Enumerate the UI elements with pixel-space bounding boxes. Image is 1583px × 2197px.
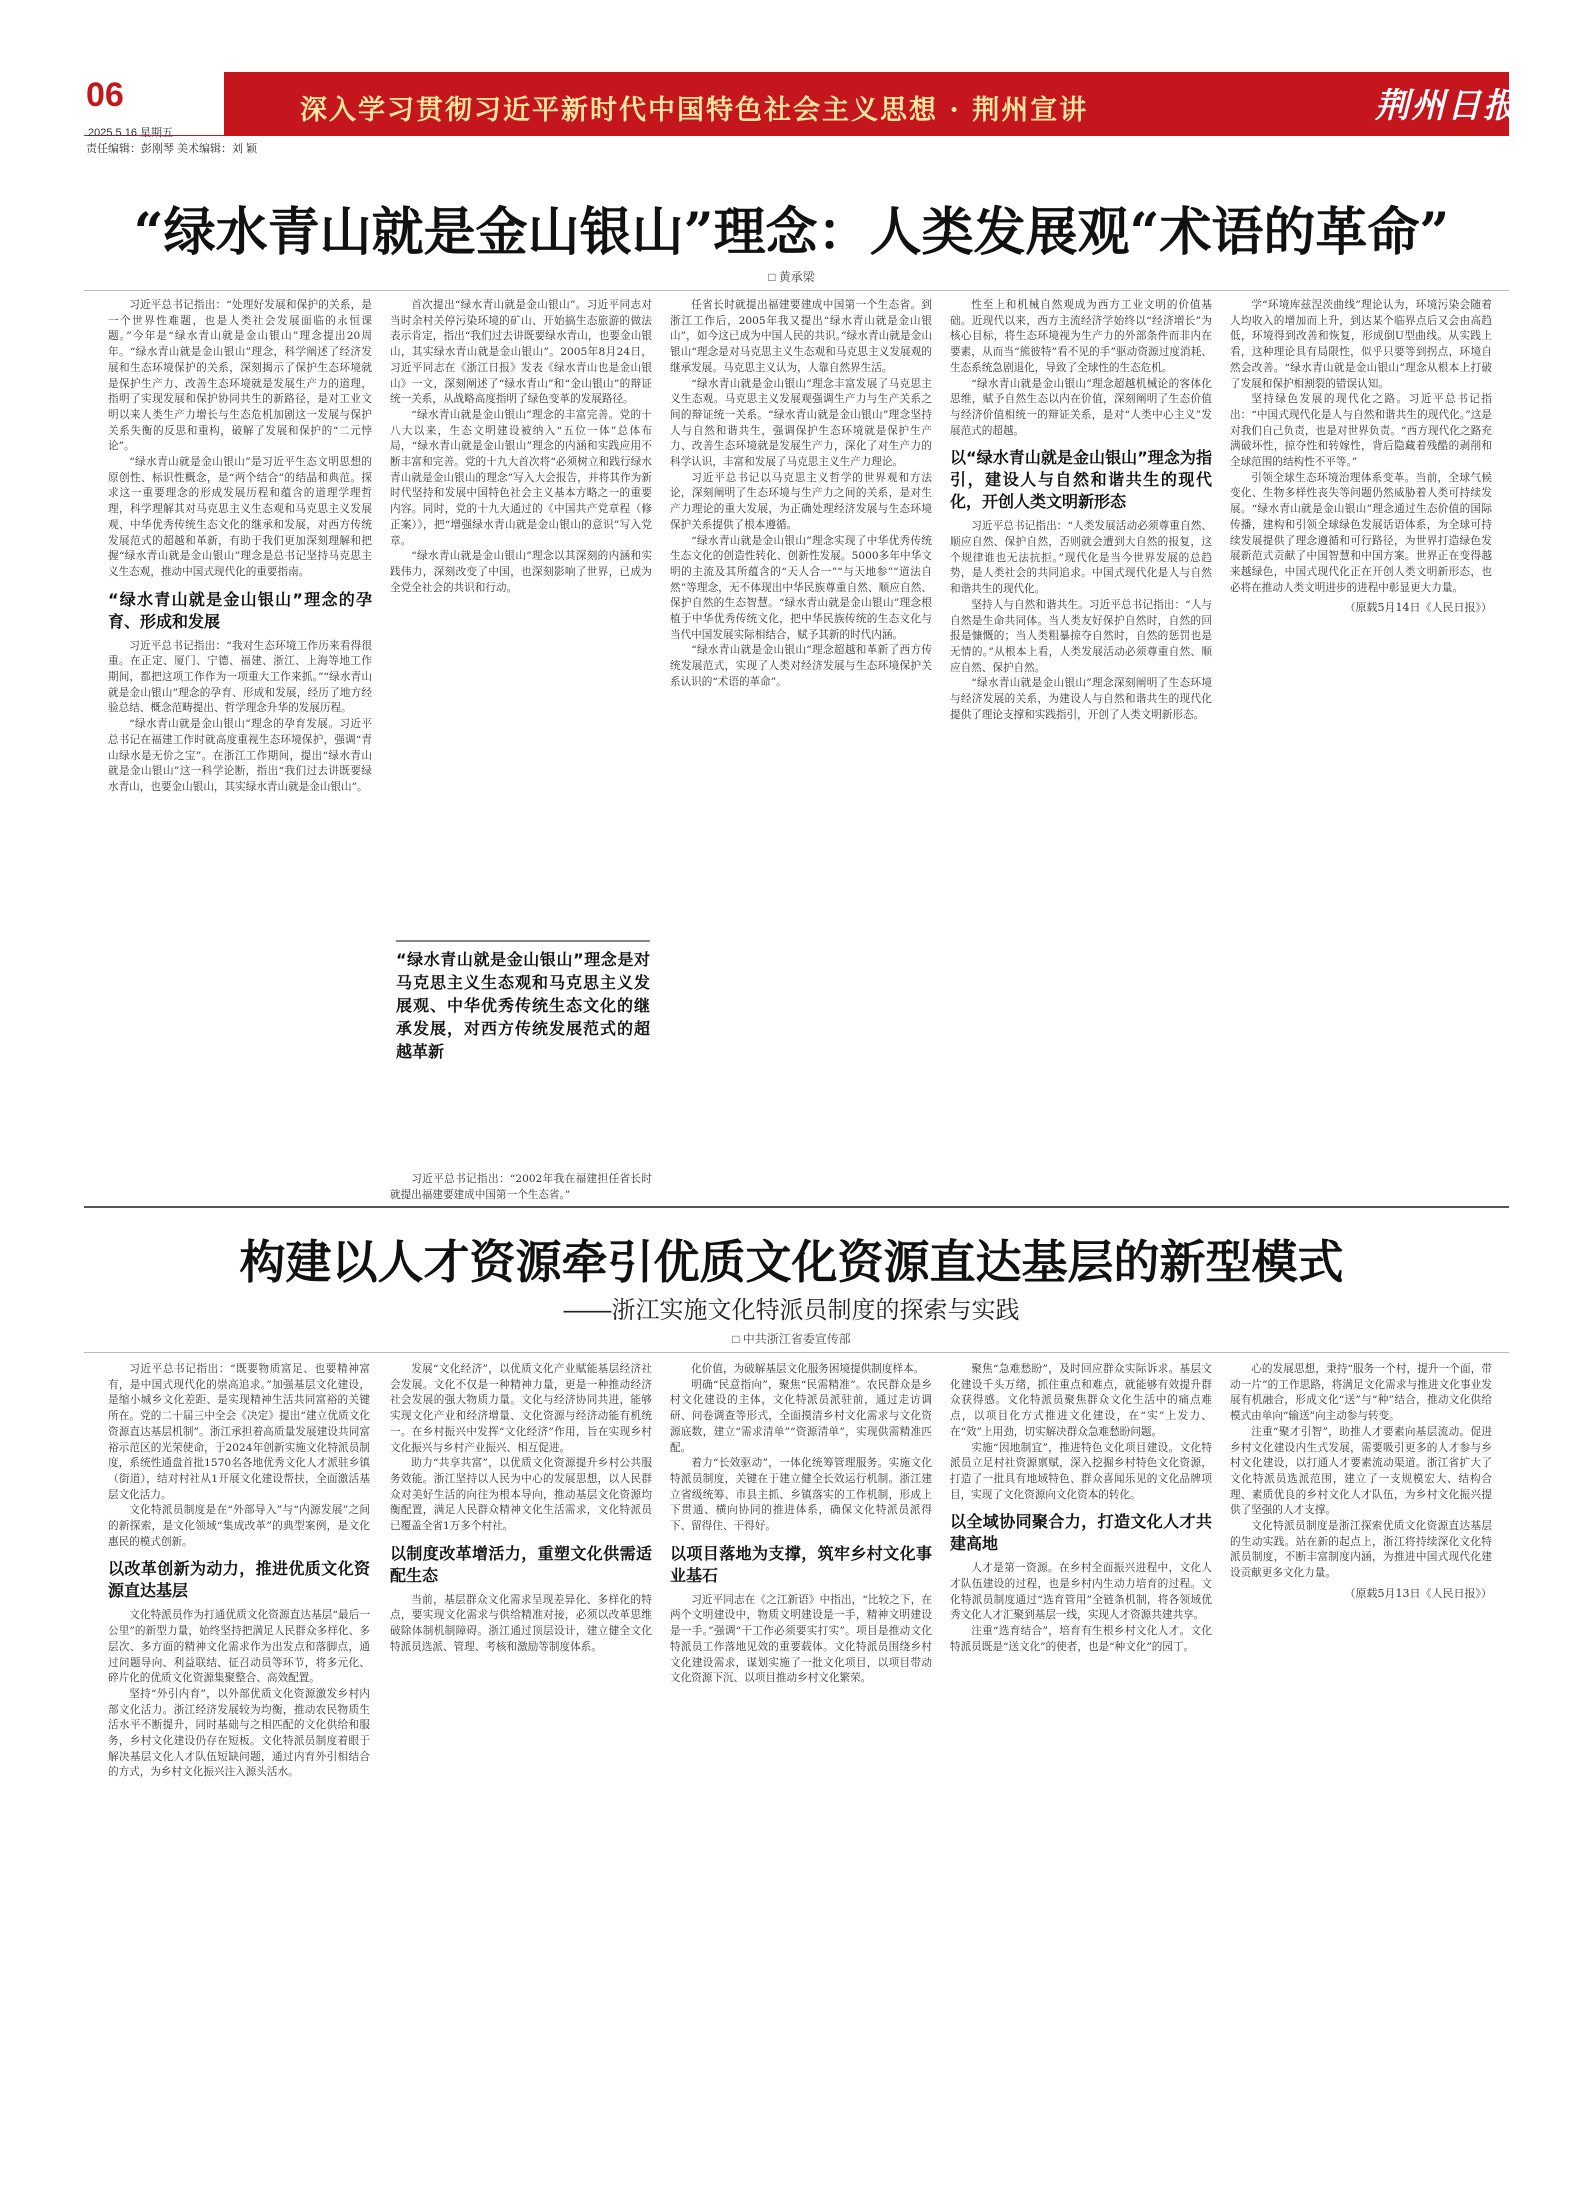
paragraph: 学“环境库兹涅茨曲线”理论认为，环境污染会随着人均收入的增加而上升，到达某个临界点后又会由高趋低，环境得到改善和恢复，形成倒U型曲线。从实践上看，这种理论具有局限性，似乎只要等到拐点，环境自然会改善。“绿水青山就是金山银山”理念从根本上打破了发展和保护相割裂的错误认知。 <box>1230 299 1492 390</box>
source-note: （原载5月13日《人民日报》） <box>1344 1586 1492 1600</box>
paragraph: 发展“文化经济”，以优质文化产业赋能基层经济社会发展。文化不仅是一种精神力量，更是一种推动经济社会发展的强大物质力量。文化与经济协同共进，能够实现文化产业和经济增量、文化资源与经济动能有机统一。在乡村振兴中发挥“文化经济”作用，旨在实现乡村文化振兴与乡村产业振兴、相互促进。 <box>390 1363 652 1454</box>
paragraph: 坚持“外引内育”，以外部优质文化资源激发乡村内部文化活力。浙江经济发展较为均衡，推动农民物质生活水平不断提升，同时基础与之相匹配的文化供给和服务，乡村文化建设仍存在短板。文化特派员制度着眼于解决基层文化人才队伍短缺问题，通过内育外引相结合的方式，为乡村文化振兴注入源头活水。 <box>108 1687 370 1779</box>
article1-byline: □ 黄承梁 <box>768 270 815 284</box>
paragraph: 习近平同志在《之江新语》中指出，“比较之下，在两个文明建设中，物质文明建设是一手，精神文明建设是一手。”强调“干工作必须要实打实”。项目是推动文化特派员工作落地见效的重要载体。文化特派员围绕乡村文化建设需求，谋划实施了一批文化项目，以项目带动文化资源下沉、以项目推动乡村文化繁荣。 <box>670 1593 932 1685</box>
paragraph: 文化特派员作为打通优质文化资源直达基层“最后一公里”的新型力量，始终坚持把满足人民群众多样化、多层次、多方面的精神文化需求作为出发点和落脚点，通过问题导向、利益联结、征召动员等环节，将多元化、碎片化的优质文化资源集聚整合、高效配置。 <box>108 1609 370 1685</box>
paragraph: “绿水青山就是金山银山”理念丰富发展了马克思主义生态观。马克思主义发展观强调生产力与生产关系之间的辩证统一关系。“绿水青山就是金山银山”理念坚持人与自然和谐共生，强调保护生态环境就是保护生产力、改善生态环境就是发展生产力，深化了对生产力的科学认识，丰富和发展了马克思主义生产力理论。 <box>670 377 932 469</box>
paragraph: 习近平总书记指出：“2002年我在福建担任省长时就提出福建要建成中国第一个生态省。” <box>390 1173 652 1201</box>
source-note: （原载5月14日《人民日报》） <box>1344 601 1492 615</box>
article2-column-5 <box>1230 1362 1492 2162</box>
article2-column-2 <box>390 1362 652 2162</box>
paragraph: 习近平总书记指出：“既要物质富足、也要精神富有，是中国式现代化的崇高追求。”加强基层文化建设，是缩小城乡文化差距、是实现精神生活共同富裕的关键所在。党的二十届三中全会《决定》提出“建立优质文化资源直达基层机制”。浙江承担着高质量发展建设共同富裕示范区的光荣使命，于2024年创新实施文化特派员制度，系统性通盘首批1570名各地优秀文化人才派驻乡镇（街道），结对村社从1开展文化建设帮扶，全面激活基层文化活力。 <box>108 1363 370 1501</box>
paragraph: 当前，基层群众文化需求呈现差异化、多样化的特点，要实现文化需求与供给精准对接，必须以改革思维破除体制机制障碍。浙江通过顶层设计，建立健全文化特派员选派、管理、考核和激励等制度体系。 <box>390 1593 652 1653</box>
paragraph: “绿水青山就是金山银山”理念以其深刻的内涵和实践伟力，深刻改变了中国，也深刻影响了世界，已成为全党全社会的共识和行动。 <box>390 550 652 594</box>
paragraph: 任省长时就提出福建要建成中国第一个生态省。到浙江工作后，2005年我又提出“绿水青山就是金山银山”，如今这已成为中国人民的共识。”绿水青山就是金山银山“理念是对马克思主义生态观和马克思主义发展观的继承发展。马克思主义认为，人靠自然界生活。 <box>670 299 932 374</box>
paragraph: “绿水青山就是金山银山”理念深刻阐明了生态环境与经济发展的关系，为建设人与自然和谐共生的现代化提供了理论支撑和实践指引，开创了人类文明新形态。 <box>950 677 1212 721</box>
paragraph: 文化特派员制度是浙江探索优质文化资源直达基层的生动实践。站在新的起点上，浙江将持续深化文化特派员制度，不断丰富制度内涵，为推进中国式现代化建设贡献更多文化力量。 <box>1230 1520 1492 1580</box>
pull-quote-text: “绿水青山就是金山银山”理念是对马克思主义生态观和马克思主义发展观、中华优秀传统生态文化的继承发展，对西方传统发展范式的超越革新 <box>396 950 650 1061</box>
article2-byline: □ 中共浙江省委宣传部 <box>732 1332 851 1346</box>
article2-rule <box>84 1352 1509 1353</box>
paragraph: 坚持绿色发展的现代化之路。习近平总书记指出：“中国式现代化是人与自然和谐共生的现代化。”这是对我们自己负责，也是对世界负责。“西方现代化之路充满破坏性，掠夺性和转嫁性，背后隐藏着残酷的剥削和全球范围的结构性不平等。” <box>1230 393 1492 469</box>
article1-column-2-tail <box>390 1172 652 1201</box>
article2-column-4 <box>950 1362 1212 2162</box>
article1-headline: “绿水青山就是金山银山”理念：人类发展观“术语的革命” <box>133 202 1450 263</box>
pull-quote <box>396 940 650 1063</box>
paragraph: 习近平总书记指出：“处理好发展和保护的关系，是一个世界性难题，也是人类社会发展面临的永恒课题。”今年是“绿水青山就是金山银山”理念提出20周年。“绿水青山就是金山银山”理念，科学阐述了经济发展和生态环境保护的关系，深刻揭示了保护生态环境就是保护生产力、改善生态环境就是发展生产力的道理，指明了实现发展和保护协同共生的新路径，是对工业文明以来人类生产力增长与生态危机加剧这一发展与保护关系失衡的反思和重构，破解了发展和保护的“二元悖论”。 <box>108 299 372 453</box>
paragraph: 心的发展思想，秉持“服务一个村，提升一个面，带动一片”的工作思路，将满足文化需求与推进文化事业发展有机融合，形成文化“送”与“种”结合，推动文化供给模式由单向“输送”向主动参与转变。 <box>1230 1363 1492 1423</box>
article2-column-1 <box>108 1362 370 2162</box>
article2-column-3 <box>670 1362 932 2162</box>
paragraph: 助力“共享共富”，以优质文化资源提升乡村公共服务效能。浙江坚持以人民为中心的发展思想，以人民群众对美好生活的向往为根本导向，推动基层文化资源均衡配置，满足人民群众精神文化生活需求，文化特派员已覆盖全省1万多个村社。 <box>390 1457 652 1533</box>
paragraph: 人才是第一资源。在乡村全面振兴进程中，文化人才队伍建设的过程，也是乡村内生动力培育的过程。文化特派员制度通过“选育管用”全链条机制，将各领域优秀文化人才汇聚到基层一线，实现人才资源共建共享。 <box>950 1562 1212 1622</box>
article1-column-1 <box>108 298 372 1193</box>
issue-date: 2025.5.16 星期五 <box>88 127 173 139</box>
paragraph: 首次提出“绿水青山就是金山银山”。习近平同志对当时余村关停污染环境的矿山、开始搞生态旅游的做法表示肯定，指出“我们过去讲既要绿水青山，也要金山银山，其实绿水青山就是金山银山”。2005年8月24日，习近平同志在《浙江日报》发表《绿水青山也是金山银山》一文，深刻阐述了“绿水青山”和“金山银山”的辩证统一关系，从战略高度指明了绿色变革的发展路径。 <box>390 299 652 406</box>
newspaper-logo: 荆州日报 <box>1375 86 1519 126</box>
section-title: 深入学习贯彻习近平新时代中国特色社会主义思想 · 荆州宣讲 <box>300 95 1089 126</box>
paragraph: “绿水青山就是金山银山”理念实现了中华优秀传统生态文化的创造性转化、创新性发展。5000多年中华文明的主流及其所蕴含的“天人合一”“与天地参”“道法自然”等理念，无不体现出中华民族尊重自然、顺应自然、保护自然的生态智慧。“绿水青山就是金山银山”理念根植于中华优秀传统文化，把中华民族传统的生态文化与当代中国发展实际相结合，赋予其新的时代内涵。 <box>670 534 932 641</box>
paragraph: 坚持人与自然和谐共生。习近平总书记指出：“人与自然是生命共同体。当人类友好保护自然时，自然的回报是慷慨的；当人类粗暴掠夺自然时，自然的惩罚也是无情的。”从根本上看，人类发展活动必须尊重自然、顺应自然、保护自然。 <box>950 598 1212 674</box>
article1-column-3 <box>670 298 932 1193</box>
paragraph: “绿水青山就是金山银山”理念超越和革新了西方传统发展范式，实现了人类对经济发展与生态环境保护关系认识的“术语的革命”。 <box>670 644 932 688</box>
paragraph: 着力“长效驱动”，一体化统筹管理服务。实施文化特派员制度，关键在于建立健全长效运行机制。浙江建立省级统筹、市县主抓、乡镇落实的工作机制，形成上下贯通、横向协同的推进体系，确保文化特派员派得下、留得住、干得好。 <box>670 1457 932 1533</box>
article1-column-5 <box>1230 298 1492 1193</box>
paragraph: “绿水青山就是金山银山”是习近平生态文明思想的原创性、标识性概念，是“两个结合”的结晶和典范。探求这一重要理念的形成发展历程和蕴含的道理学理哲理，科学理解其对马克思主义生态观和马克思主义发展观、中华优秀传统生态文化的继承和发展，对西方传统发展范式的超越和革新，有助于我们更加深刻理解和把握“绿水青山就是金山银山”理念是总书记坚持马克思主义生态观，推动中国式现代化的重要指南。 <box>108 456 372 578</box>
section-heading: 以“绿水青山就是金山银山”理念为指引，建设人与自然和谐共生的现代化，开创人类文明新形态 <box>950 448 1212 512</box>
page-number: 06 <box>86 76 124 114</box>
paragraph: 文化特派员制度是在“外部导入”与“内源发展”之间的新探索，是文化领域“集成改革”的典型案例，是文化惠民的模式创新。 <box>108 1504 370 1548</box>
paragraph: 习近平总书记以马克思主义哲学的世界观和方法论，深刻阐明了生态环境与生产力之间的关系，是对生产力理论的重大发展，为正确处理经济发展与生态环境保护关系提供了根本遵循。 <box>670 471 932 531</box>
editor-credits: 责任编辑：彭刚琴 美术编辑：刘 颖 <box>86 143 258 155</box>
article1-column-2 <box>390 298 652 918</box>
article1-column-4 <box>950 298 1212 1193</box>
paragraph: 实施“因地制宜”，推进特色文化项目建设。文化特派员立足村社资源禀赋，深入挖掘乡村特色文化资源，打造了一批具有地域特色、群众喜闻乐见的文化品牌项目，实现了文化资源向文化资本的转化。 <box>950 1441 1212 1501</box>
paragraph: “绿水青山就是金山银山”理念超越机械论的客体化思维，赋予自然生态以内在价值，深刻阐明了生态价值与经济价值相统一的辩证关系，是对“人类中心主义”发展范式的超越。 <box>950 377 1212 437</box>
paragraph: 注重“聚才引智”，助推人才要素向基层流动。促进乡村文化建设内生式发展，需要吸引更多的人才参与乡村文化建设，以打通人才要素流动渠道。浙江省扩大了文化特派员选派范围，建立了一支规模宏大、结构合理、素质优良的乡村文化人才队伍，为乡村文化振兴提供了坚强的人才支撑。 <box>1230 1425 1492 1517</box>
section-heading: 以改革创新为动力，推进优质文化资源直达基层 <box>108 1559 370 1601</box>
section-heading: 以项目落地为支撑，筑牢乡村文化事业基石 <box>670 1543 932 1585</box>
article2-subhead: ——浙江实施文化特派员制度的探索与实践 <box>563 1297 1020 1324</box>
article2-headline: 构建以人才资源牵引优质文化资源直达基层的新型模式 <box>239 1235 1344 1289</box>
paragraph: 聚焦“急难愁盼”，及时回应群众实际诉求。基层文化建设千头万绪，抓住重点和难点，就能够有效提升群众获得感。文化特派员聚焦群众文化生活中的痛点难点，以项目化方式推进文化建设，在“实”上发力、在“效”上用劲，切实解决群众急难愁盼问题。 <box>950 1363 1212 1438</box>
pull-quote-rule <box>396 940 650 942</box>
article1-rule <box>84 290 1509 291</box>
paragraph: 习近平总书记指出：“人类发展活动必须尊重自然、顺应自然、保护自然，否则就会遭到大自然的报复，这个规律谁也无法抗拒。”现代化是当今世界发展的总趋势，是人类社会的共同追求。中国式现代化是人与自然和谐共生的现代化。 <box>950 520 1212 596</box>
section-heading: 以制度改革增活力，重塑文化供需适配生态 <box>390 1543 652 1585</box>
paragraph: 注重“选育结合”，培育有生根乡村文化人才。文化特派员既是“送文化”的使者，也是“种文化”的园丁。 <box>950 1625 1212 1653</box>
section-heading: “绿水青山就是金山银山”理念的孕育、形成和发展 <box>108 589 372 631</box>
section-heading: 以全域协同聚合力，打造文化人才共建高地 <box>950 1512 1212 1554</box>
paragraph: “绿水青山就是金山银山”理念的丰富完善。党的十八大以来，生态文明建设被纳入“五位一体”总体布局，“绿水青山就是金山银山”理念的内涵和实践应用不断丰富和完善。党的十九大首次将“必须树立和践行绿水青山就是金山银山的理念”写入大会报告，并将其作为新时代坚持和发展中国特色社会主义基本方略之一的重要内容。同时，党的十九大通过的《中国共产党章程（修正案）》，把“增强绿水青山就是金山银山的意识”写入党章。 <box>390 408 652 547</box>
page-number-block <box>84 72 224 139</box>
paragraph: 引领全球生态环境治理体系变革。当前，全球气候变化、生物多样性丧失等问题仍然威胁着人类可持续发展。“绿水青山就是金山银山”理念通过生态价值的国际传播，建构和引领全球绿色发展话语体系，为全球可持续发展提供了理念遵循和可行路径，为世界打造绿色发展新范式贡献了中国智慧和中国方案。世界正在变得越来越绿色，中国式现代化正在开创人类文明新形态，也必将在推动人类文明进步的进程中彰显更大力量。 <box>1230 471 1492 594</box>
paragraph: 明确“民意指向”，聚焦“民需精准”。农民群众是乡村文化建设的主体，文化特派员派驻前，通过走访调研、问卷调查等形式，全面摸清乡村文化需求与文化资源底数，建立“需求清单”“资源清单”，实现供需精准匹配。 <box>670 1378 932 1454</box>
article-divider <box>84 1206 1509 1208</box>
paragraph: 化价值，为破解基层文化服务困境提供制度样本。 <box>691 1363 925 1375</box>
paragraph: “绿水青山就是金山银山”理念的孕育发展。习近平总书记在福建工作时就高度重视生态环境保护，强调“青山绿水是无价之宝”。在浙江工作期间，提出“绿水青山就是金山银山”这一科学论断，指出“我们过去讲既要绿水青山，也要金山银山，其实绿水青山就是金山银山”。 <box>108 718 372 793</box>
paragraph: 性至上和机械自然观成为西方工业文明的价值基础。近现代以来，西方主流经济学始终以“经济增长”为核心目标，将生态环境视为生产力的外部条件而非内在要素，从而当“熊彼特”看不见的手”驱动资源过度消耗、生态系统急剧退化，导致了全球性的生态危机。 <box>950 299 1212 374</box>
paragraph: 习近平总书记指出：“我对生态环境工作历来看得很重。在正定、厦门、宁德、福建、浙江、上海等地工作期间，都把这项工作作为一项重大工作来抓。”“绿水青山就是金山银山”理念的孕育、形成和发展，经历了地方经验总结、概念范畴提出、哲学理念升华的发展历程。 <box>108 639 372 715</box>
